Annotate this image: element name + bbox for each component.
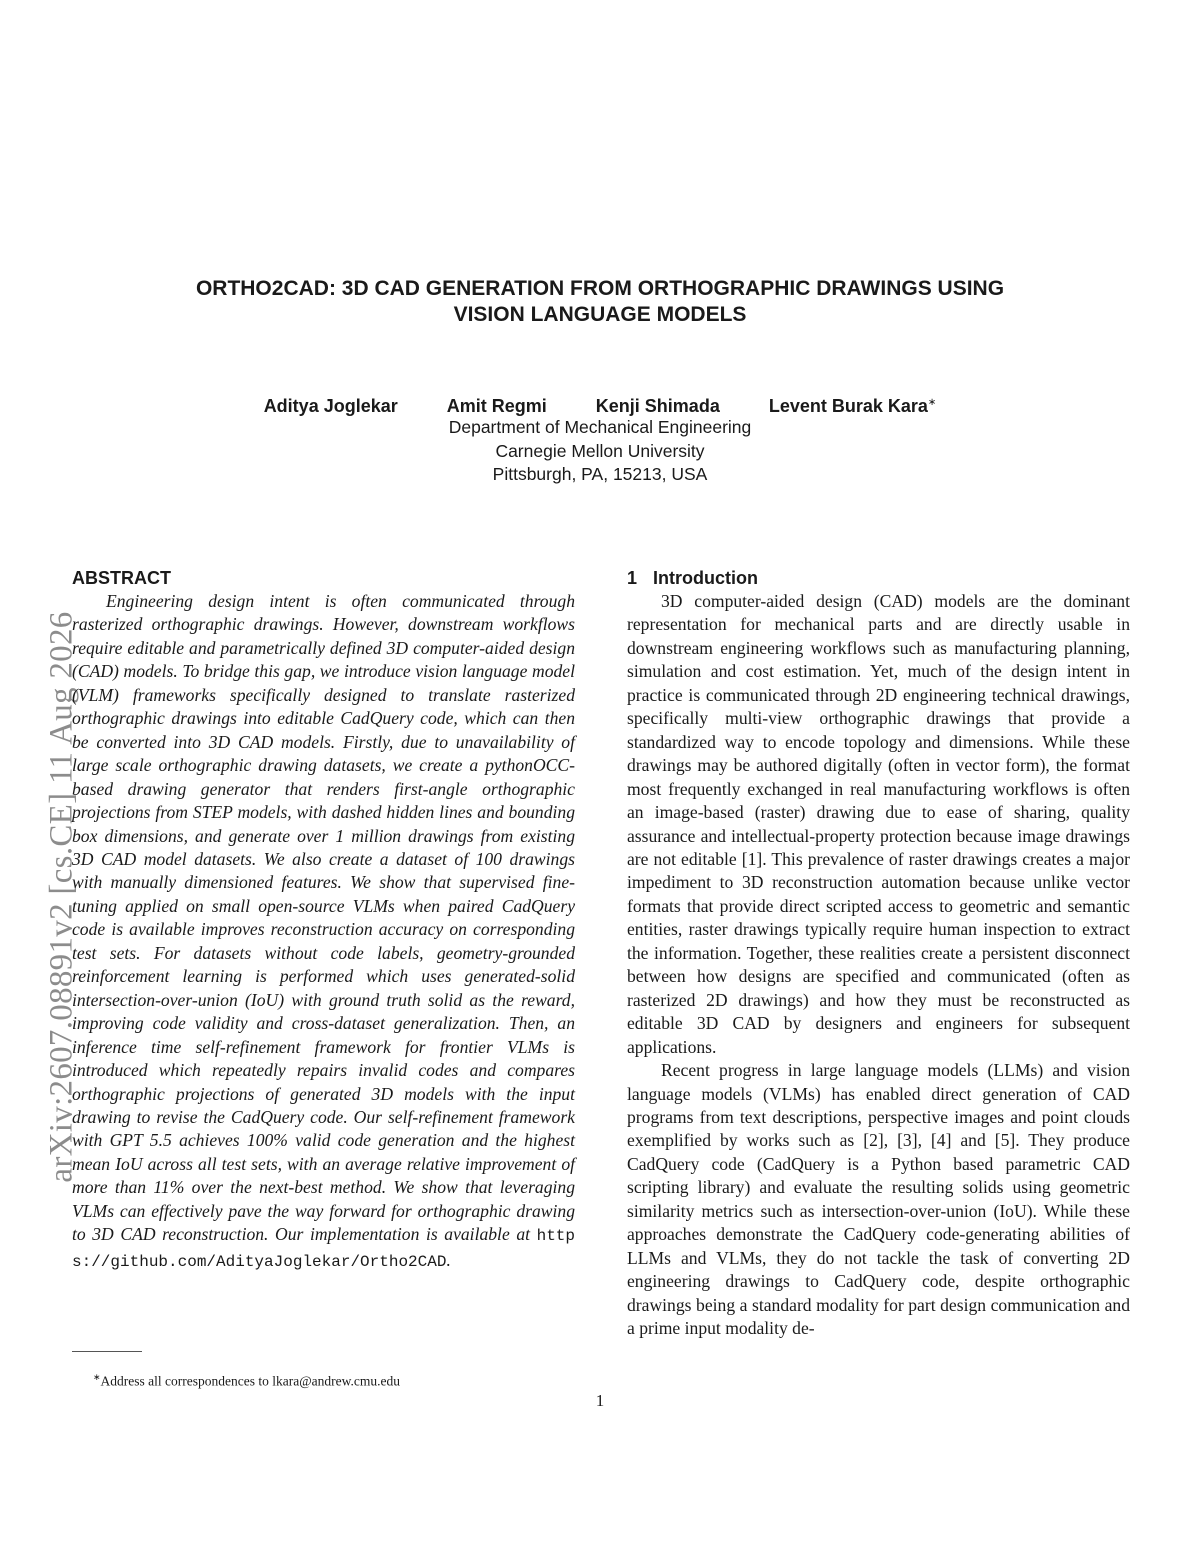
section-title: Introduction [653,568,758,588]
affiliation [0,416,1200,487]
author-name-corresponding [769,396,936,416]
footnote [93,1369,400,1390]
left-column [72,566,575,1274]
abstract-body: Engineering design intent is often communicated through rasterized orthographic drawings. However, downstream workflows require editable and parametrically defined 3D computer-aided design (CAD) models. To bridge this gap, we introduce vision language model (VLM) frameworks specifically designed to translate rasterized orthographic drawings into editable CadQuery code, which can then be converted into 3D CAD models. Firstly, due to unavailability of large scale orthographic drawing datasets, we create a pythonOCC-based drawing generator that renders first-angle orthographic projections from STEP models, with dashed hidden lines and bounding box dimensions, and generate over 1 million drawings from existing 3D CAD model datasets. We also create a dataset of 100 drawings with manually dimensioned features. We show that supervised fine-tuning applied on small open-source VLMs when paired CadQuery code is available improves reconstruction accuracy on corresponding test sets. For datasets without code labels, geometry-grounded reinforcement learning is performed which uses generated-solid intersection-over-union (IoU) with ground truth solid as the reward, improving code validity and cross-dataset generalization. Then, an inference time self-refinement framework for frontier VLMs is introduced which repeatedly repairs invalid codes and compares orthographic projections of generated 3D models with the input drawing to revise the CadQuery code. Our self-refinement framework with GPT 5.5 achieves 100% valid code generation and the highest mean IoU across all test sets, with an average relative improvement of more than 11% over the next-best method. We show that leveraging VLMs can effectively pave the way forward for orthographic drawing to 3D CAD reconstruction. Our implementation is available at [72,591,575,1245]
abstract-text [72,590,575,1274]
abstract-end: . [446,1249,451,1270]
author-name: Levent Burak Kara [768,396,928,416]
page-number: 1 [595,1391,605,1410]
affiliation-line: Pittsburgh, PA, 15213, USA [492,464,708,484]
section-number: 1 [627,568,638,588]
corresponding-author-mark: ∗ [927,397,937,408]
intro-paragraph-1: 3D computer-aided design (CAD) models are the dominant representation for mechanical parts and are directly usable in downstream engineering workflows such as manufacturing planning, simulation and cost estimation. Yet, much of the design intent in practice is communicated through 2D engineering technical drawings, specifically multi-view orthographic drawings that provide a standardized way to encode topology and dimensions. While these drawings may be authored digitally (often in vector form), the format most frequently exchanged in real manufacturing workflows is often an image-based (raster) drawing due to ease of sharing, quality assurance and intellectual-property protection because image drawings are not editable [1]. This prevalence of raster drawings creates a major impediment to 3D reconstruction automation because unlike vector formats that provide direct scripted access to geometric and semantic entities, raster drawings typically require human inspection to extract the information. Together, these realities create a persistent disconnect between how designs are specified and communicated (often as rasterized 2D drawings) and how they must be reconstructed as editable 3D CAD by designers and engineers for subsequent applications. [627,591,1130,1057]
paper-title [100,276,1100,328]
section-heading-introduction [627,566,1130,590]
author-name: Amit Regmi [446,396,547,416]
author-list [0,392,1200,417]
arxiv-identifier-stamp: arXiv:2607.08891v2 [cs.CE] 11 Aug 2026 [43,611,80,1183]
affiliation-line: Department of Mechanical Engineering [448,417,752,437]
title-line-2: VISION LANGUAGE MODELS [453,303,747,326]
footnote-text: Address all correspondences to lkara@andrew.cmu.edu [100,1373,400,1389]
right-column [627,566,1130,1341]
code-repository-link[interactable]: https://github.com/AdityaJoglekar/Ortho2CAD [72,1227,575,1271]
footnote-divider [72,1351,142,1352]
affiliation-line: Carnegie Mellon University [495,440,705,461]
title-line-1: ORTHO2CAD: 3D CAD GENERATION FROM ORTHOGRAPHIC DRAWINGS USING [195,277,1005,300]
intro-paragraph-2: Recent progress in large language models (LLMs) and vision language models (VLMs) has enabled direct generation of CAD programs from text descriptions, perspective images and point clouds exemplified by works such as [2], [3], [4] and [5]. They produce CadQuery code (CadQuery is a Python based parametric CAD scripting library) and evaluate the resulting solids using geometric similarity metrics such as intersection-over-union (IoU). While these approaches demonstrate the CadQuery code-generating abilities of LLMs and VLMs, they do not tackle the task of converting 2D engineering drawings to CadQuery code, despite orthographic drawings being a standard modality for part design communication and a prime input modality de- [627,1060,1130,1339]
author-name: Aditya Joglekar [263,396,398,416]
footnote-mark: ∗ [93,1372,101,1382]
author-name: Kenji Shimada [595,396,720,416]
abstract-heading: ABSTRACT [72,568,171,588]
